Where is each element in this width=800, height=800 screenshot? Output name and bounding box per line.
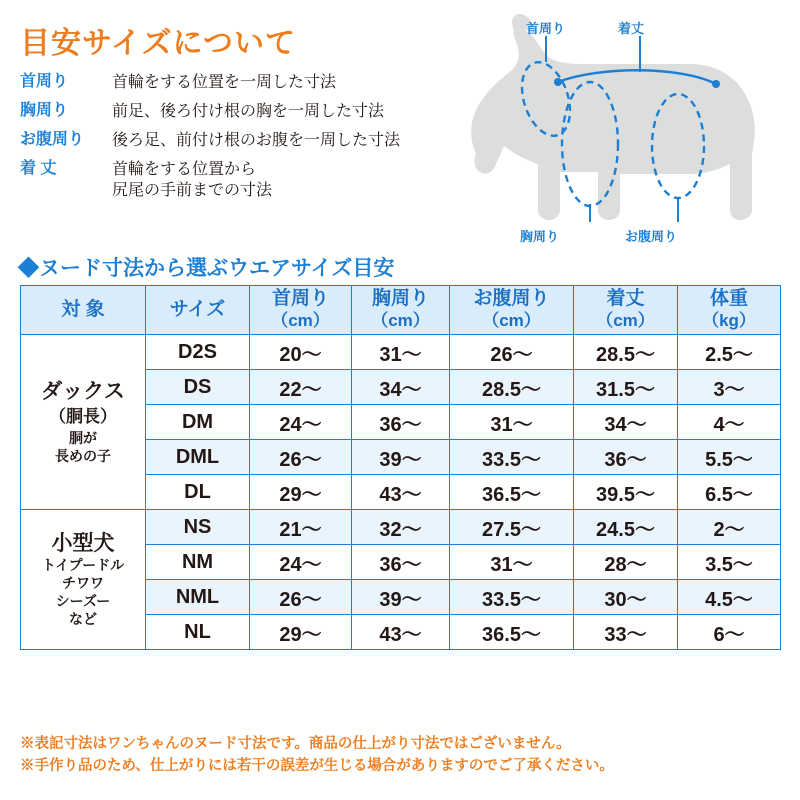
cell-neck: 26〜 [250, 580, 352, 615]
col-header-length-unit: （cm） [596, 311, 655, 330]
cell-length: 30〜 [574, 580, 678, 615]
cell-length: 39.5〜 [574, 475, 678, 510]
cell-length: 33〜 [574, 615, 678, 650]
cell-neck: 29〜 [250, 615, 352, 650]
cell-length: 36〜 [574, 440, 678, 475]
cell-length: 28〜 [574, 545, 678, 580]
page-title: 目安サイズについて [20, 27, 296, 60]
cell-belly: 28.5〜 [450, 370, 574, 405]
cell-chest: 31〜 [352, 335, 450, 370]
col-header-length-main: 着丈 [606, 288, 645, 309]
cell-neck: 24〜 [250, 405, 352, 440]
dog-measurement-diagram [440, 4, 800, 252]
definition-term-length: 着 丈 [20, 160, 57, 177]
col-header-belly [450, 286, 574, 335]
definition-term-chest: 胸周り [20, 102, 69, 119]
cell-belly: 31〜 [450, 405, 574, 440]
cell-neck: 29〜 [250, 475, 352, 510]
col-header-weight-unit: （kg） [702, 311, 756, 330]
cell-chest: 43〜 [352, 615, 450, 650]
cell-length: 28.5〜 [574, 335, 678, 370]
cell-belly: 27.5〜 [450, 510, 574, 545]
cell-size: NS [146, 510, 250, 545]
table-row [21, 335, 781, 370]
cell-size: NML [146, 580, 250, 615]
col-header-belly-main: お腹周り [473, 288, 550, 309]
col-header-weight-main: 体重 [709, 288, 748, 309]
definition-row [20, 130, 490, 151]
cell-weight: 5.5〜 [678, 440, 781, 475]
col-header-target-main: 対 象 [61, 299, 105, 320]
definition-desc-belly: 後ろ足、前付け根のお腹を一周した寸法 [112, 132, 401, 149]
cell-chest: 32〜 [352, 510, 450, 545]
cell-weight: 6.5〜 [678, 475, 781, 510]
group-label-main: 小型犬 [51, 532, 115, 555]
cell-size: DML [146, 440, 250, 475]
cell-weight: 4.5〜 [678, 580, 781, 615]
cell-chest: 36〜 [352, 405, 450, 440]
dog-illustration-svg [440, 4, 800, 252]
col-header-belly-unit: （cm） [482, 311, 541, 330]
col-header-size [146, 286, 250, 335]
cell-length: 24.5〜 [574, 510, 678, 545]
group-label-dachshund [21, 335, 146, 510]
col-header-chest-unit: （cm） [371, 311, 430, 330]
col-header-size-main: サイズ [169, 299, 226, 320]
definition-desc-length: 首輪をする位置から 尻尾の手前までの寸法 [112, 161, 273, 199]
col-header-neck-main: 首周り [271, 288, 329, 309]
col-header-length [574, 286, 678, 335]
cell-size: NM [146, 545, 250, 580]
cell-chest: 36〜 [352, 545, 450, 580]
group-label-small-dog [21, 510, 146, 650]
cell-length: 31.5〜 [574, 370, 678, 405]
definition-term-neck: 首周り [20, 73, 69, 90]
col-header-neck-unit: （cm） [271, 311, 330, 330]
col-header-chest-main: 胸周り [371, 288, 429, 309]
size-chart-table [20, 285, 781, 650]
cell-neck: 24〜 [250, 545, 352, 580]
cell-belly: 33.5〜 [450, 580, 574, 615]
footnote-1: ※表記寸法はワンちゃんのヌード寸法です。商品の仕上がり寸法ではございません。 [20, 736, 571, 752]
cell-neck: 26〜 [250, 440, 352, 475]
col-header-weight [678, 286, 781, 335]
group-label-note: トイプードル チワワ シーズー など [41, 557, 125, 627]
definition-row [20, 72, 490, 93]
dog-silhouette-icon [471, 14, 755, 220]
cell-neck: 20〜 [250, 335, 352, 370]
cell-chest: 39〜 [352, 580, 450, 615]
cell-neck: 21〜 [250, 510, 352, 545]
cell-weight: 2.5〜 [678, 335, 781, 370]
cell-belly: 36.5〜 [450, 615, 574, 650]
cell-chest: 39〜 [352, 440, 450, 475]
col-header-chest [352, 286, 450, 335]
diagram-label-belly: お腹周り [625, 229, 678, 244]
col-header-target [21, 286, 146, 335]
cell-weight: 4〜 [678, 405, 781, 440]
cell-belly: 31〜 [450, 545, 574, 580]
cell-weight: 6〜 [678, 615, 781, 650]
measurement-definitions [20, 72, 490, 209]
back-length-end-dot [712, 80, 720, 88]
group-label-note: 胴が 長めの子 [55, 430, 111, 464]
cell-size: DM [146, 405, 250, 440]
cell-size: DS [146, 370, 250, 405]
cell-weight: 2〜 [678, 510, 781, 545]
section-heading: ◆ヌード寸法から選ぶウエアサイズ目安 [18, 257, 395, 280]
footnotes [20, 733, 785, 777]
cell-weight: 3〜 [678, 370, 781, 405]
cell-belly: 33.5〜 [450, 440, 574, 475]
diagram-label-back-length: 着丈 [618, 21, 645, 36]
cell-chest: 34〜 [352, 370, 450, 405]
cell-belly: 26〜 [450, 335, 574, 370]
col-header-neck [250, 286, 352, 335]
definition-row [20, 101, 490, 122]
cell-length: 34〜 [574, 405, 678, 440]
cell-size: DL [146, 475, 250, 510]
definition-desc-neck: 首輪をする位置を一周した寸法 [112, 74, 337, 91]
table-header-row [21, 286, 781, 335]
cell-chest: 43〜 [352, 475, 450, 510]
cell-weight: 3.5〜 [678, 545, 781, 580]
footnote-2: ※手作り品のため、仕上がりには若干の誤差が生じる場合がありますのでご了承ください。 [20, 758, 614, 774]
definition-row [20, 159, 490, 201]
cell-belly: 36.5〜 [450, 475, 574, 510]
diagram-label-chest: 胸周り [520, 229, 560, 244]
definition-desc-chest: 前足、後ろ付け根の胸を一周した寸法 [112, 103, 385, 120]
diagram-label-neck: 首周り [526, 21, 566, 36]
cell-size: D2S [146, 335, 250, 370]
back-length-start-dot [554, 78, 562, 86]
table-row [21, 510, 781, 545]
cell-neck: 22〜 [250, 370, 352, 405]
group-label-sub: （胴長） [49, 407, 117, 426]
definition-term-belly: お腹周り [20, 131, 85, 148]
group-label-main: ダックス [41, 380, 125, 403]
cell-size: NL [146, 615, 250, 650]
